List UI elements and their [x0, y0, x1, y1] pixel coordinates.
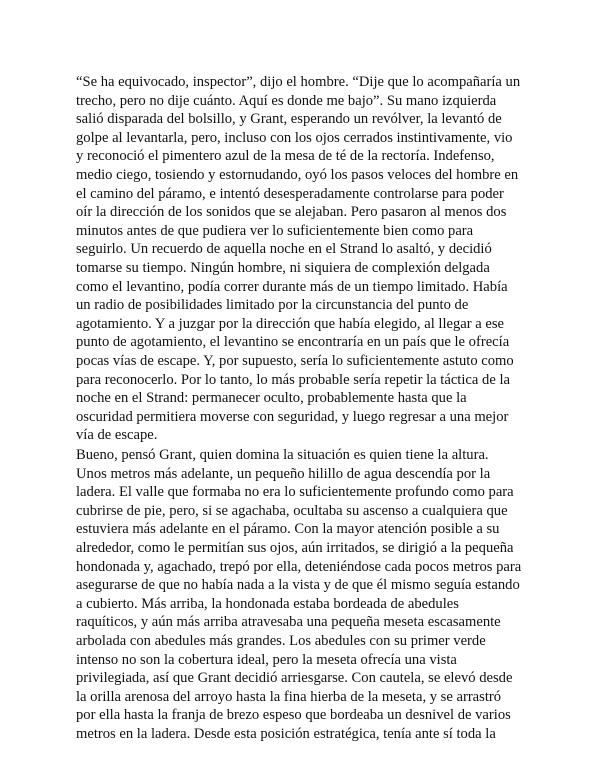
text-line: oscuridad permitiera moverse con seguridad, y luego regresar a una mejor [76, 408, 509, 425]
text-line: cubrirse de pie, pero, si se agachaba, ocultaba su ascenso a cualquiera que [76, 502, 508, 519]
text-line: asegurarse de que no había nada a la vista y de que él mismo seguía estando [76, 577, 520, 594]
text-line: pocas vías de escape. Y, por supuesto, sería lo suficientemente astuto como [76, 352, 514, 369]
text-line: privilegiada, así que Grant decidió arriesgarse. Con cautela, se elevó desde [76, 670, 513, 687]
text-line: a cubierto. Más arriba, la hondonada estaba bordeada de abedules [76, 595, 459, 612]
text-line: vía de escape. [76, 427, 158, 444]
text-line: el camino del páramo, e intentó desesperadamente controlarse para poder [76, 185, 504, 202]
text-line: por ella hasta la franja de brezo espeso que bordeaba un desnivel de varios [76, 707, 511, 724]
text-line: un radio de posibilidades limitado por la circunstancia del punto de [76, 297, 469, 314]
text-line: Unos metros más adelante, un pequeño hilillo de agua descendía por la [76, 465, 491, 482]
text-line: trecho, pero no dije cuánto. Aquí es donde me bajo”. Su mano izquierda [76, 92, 497, 109]
text-line: hondonada y, agachado, trepó por ella, deteniéndose cada pocos metros para [76, 558, 522, 575]
text-line: “Se ha equivocado, inspector”, dijo el hombre. “Dije que lo acompañaría un [76, 74, 521, 90]
text-line: minutos antes de que pudiera ver lo suficientemente bien como para [76, 222, 474, 239]
text-line: y reconoció el pimentero azul de la mesa de té de la rectoría. Indefenso, [76, 148, 495, 165]
text-line: noche en el Strand: permanecer oculto, probablemente hasta que la [76, 390, 467, 407]
text-line: alrededor, como le permitían sus ojos, aún irritados, se dirigió a la pequeña [76, 539, 514, 556]
text-line: como el levantino, podía correr durante más de un tiempo limitado. Había [76, 278, 508, 295]
text-line: raquíticos, y aún más arriba atravesaba una pequeña meseta escasamente [76, 614, 501, 631]
text-line: medio ciego, tosiendo y estornudando, oyó los pasos veloces del hombre en [76, 166, 519, 183]
text-line: seguirlo. Un recuerdo de aquella noche en el Strand lo asaltó, y decidió [76, 241, 492, 258]
text-line: la orilla arenosa del arroyo hasta la fina hierba de la meseta, y se arrastró [76, 688, 502, 705]
text-line: arbolada con abedules más grandes. Los abedules con su primer verde [76, 632, 486, 649]
text-line: ladera. El valle que formaba no era lo suficientemente profundo como para [76, 484, 514, 501]
text-line: Bueno, pensó Grant, quien domina la situación es quien tiene la altura. [76, 447, 489, 463]
text-line: agotamiento. Y a juzgar por la dirección que había elegido, al llegar a ese [76, 315, 505, 332]
paragraph-1 [76, 73, 536, 445]
text-line: punto de agotamiento, el levantino se encontraría en un país que le ofrecía [76, 334, 510, 351]
text-line: oír la dirección de los sonidos que se alejaban. Pero pasaron al menos dos [76, 204, 507, 221]
paragraph-2 [76, 446, 536, 744]
text-line: para reconocerlo. Por lo tanto, lo más probable sería repetir la táctica de la [76, 371, 510, 388]
text-line: estuviera más adelante en el páramo. Con la mayor atención posible a su [76, 521, 500, 538]
text-line: tomarse su tiempo. Ningún hombre, ni siquiera de complexión delgada [76, 259, 490, 276]
text-line: intenso no son la cobertura ideal, pero la meseta ofrecía una vista [76, 651, 457, 668]
text-line: salió disparada del bolsillo, y Grant, esperando un revólver, la levantó de [76, 111, 502, 128]
text-line: golpe al levantarla, pero, incluso con los ojos cerrados instintivamente, vio [76, 129, 513, 146]
text-line: metros en la ladera. Desde esta posición estratégica, tenía ante sí toda la [76, 725, 496, 742]
